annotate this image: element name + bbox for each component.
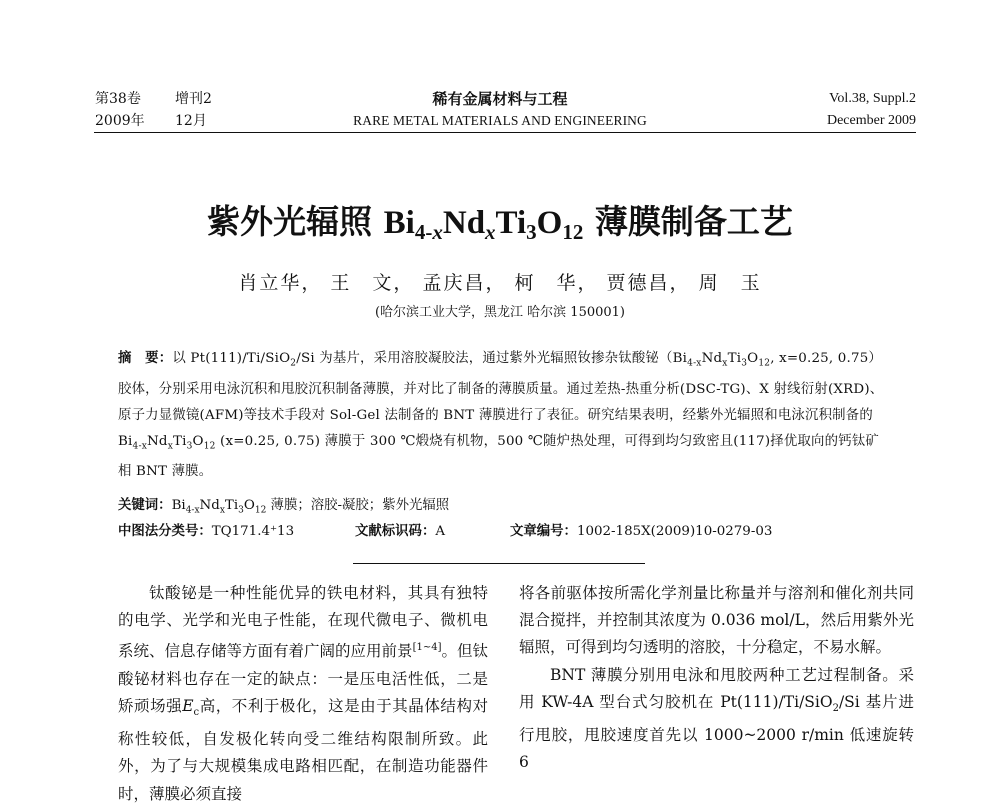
abstract-label: 摘 要： xyxy=(118,351,173,366)
abstract: 摘 要：以 Pt(111)/Ti/SiO$_2$/Si 为基片，采用溶胶凝胶法，通过紫外光辐照钕掺杂钛酸铋（$Bi_{4-x}Nd_xTi_3O_{12}$, x=0.25, 0.75）胶体，分别采用电泳沉积和甩胶沉积制备薄膜，并对比了制备的薄膜质量。通过差热-热重分析(DSC-TG)、X 射线衍射(XRD)、原子力显微镜(AFM)等技术手段对 Sol-Gel 法制备的 BNT 薄膜进行了表征。研究结果表明，经紫外光辐照和电泳沉积制备的 $Bi_{4-x}Nd_xTi_3O_{12}$ (x=0.25, 0.75) 薄膜于 300 ℃煅烧有机物，500 ℃随炉热处理，可得到均匀致密且(117)择优取向的钙钛矿相 BNT 薄膜。 xyxy=(118,351,884,480)
body-column-left xyxy=(118,580,488,808)
header-left xyxy=(95,88,212,132)
volume-en: Vol.38, Suppl.2 xyxy=(829,91,916,106)
year-cn: 2009年 xyxy=(95,113,145,129)
journal-name xyxy=(300,88,700,132)
date-en: December 2009 xyxy=(826,113,916,128)
clc-code: 中图法分类号：TQ171.4⁺13 xyxy=(118,524,295,539)
body-column-right xyxy=(519,580,914,777)
affiliation: (哈尔滨工业大学，黑龙江 哈尔滨 150001) xyxy=(374,305,626,320)
section-separator xyxy=(353,563,645,564)
volume-cn: 第38卷 xyxy=(95,91,141,107)
month-cn: 12月 xyxy=(175,113,207,129)
journal-name-en: RARE METAL MATERIALS AND ENGINEERING xyxy=(353,113,647,128)
paper-title xyxy=(0,196,1000,245)
body-paragraph: 钛酸铋是一种性能优异的铁电材料，其具有独特的电学、光学和光电子性能，在现代微电子、微机电系统、信息存储等方面有着广阔的应用前景[1~4]。但钛酸铋材料也存在一定的缺点：一是压电活性低，二是矫顽场强$E_c$高，不利于极化，这是由于其晶体结构对称性较低，自发极化转向受二维结构限制所致。此外，为了与大规模集成电路相匹配，在制造功能器件时，薄膜必须直接 xyxy=(118,584,488,803)
title-prefix: 紫外光辐照 xyxy=(207,202,384,241)
keywords: 关键词：$Bi_{4-x}Nd_xTi_3O_{12}$ 薄膜；溶胶-凝胶；紫外光辐照 xyxy=(118,498,450,516)
journal-name-cn: 稀有金属材料与工程 xyxy=(432,90,568,108)
body-paragraph: BNT 薄膜分别用电泳和甩胶两种工艺过程制备。采用 KW-4A 型台式匀胶机在 Pt(111)/Ti/SiO$_2$/Si 基片进行甩胶，甩胶速度首先以 1000~2000 r/min 低速旋转 6 xyxy=(519,665,914,772)
document-code: 文献标识码：A xyxy=(355,524,446,539)
authors: 肖立华， 王 文， 孟庆昌， 柯 华， 贾德昌， 周 玉 xyxy=(238,272,762,294)
article-number: 文章编号：1002-185X(2009)10-0279-03 xyxy=(510,524,773,539)
keywords-label: 关键词： xyxy=(118,498,172,513)
header-rule xyxy=(94,132,916,133)
title-formula: $Bi_{4-x}Nd_xTi_3O_{12}$ xyxy=(383,205,584,244)
header-right xyxy=(827,88,916,132)
title-suffix: 薄膜制备工艺 xyxy=(594,202,793,241)
classification-row xyxy=(118,520,898,539)
body-paragraph: 将各前驱体按所需化学剂量比称量并与溶剂和催化剂共同混合搅拌，并控制其浓度为 0.036 mol/L，然后用紫外光辐照，可得到均匀透明的溶胶，十分稳定，不易水解。 xyxy=(519,584,914,657)
issue-cn: 增刊2 xyxy=(175,91,212,107)
